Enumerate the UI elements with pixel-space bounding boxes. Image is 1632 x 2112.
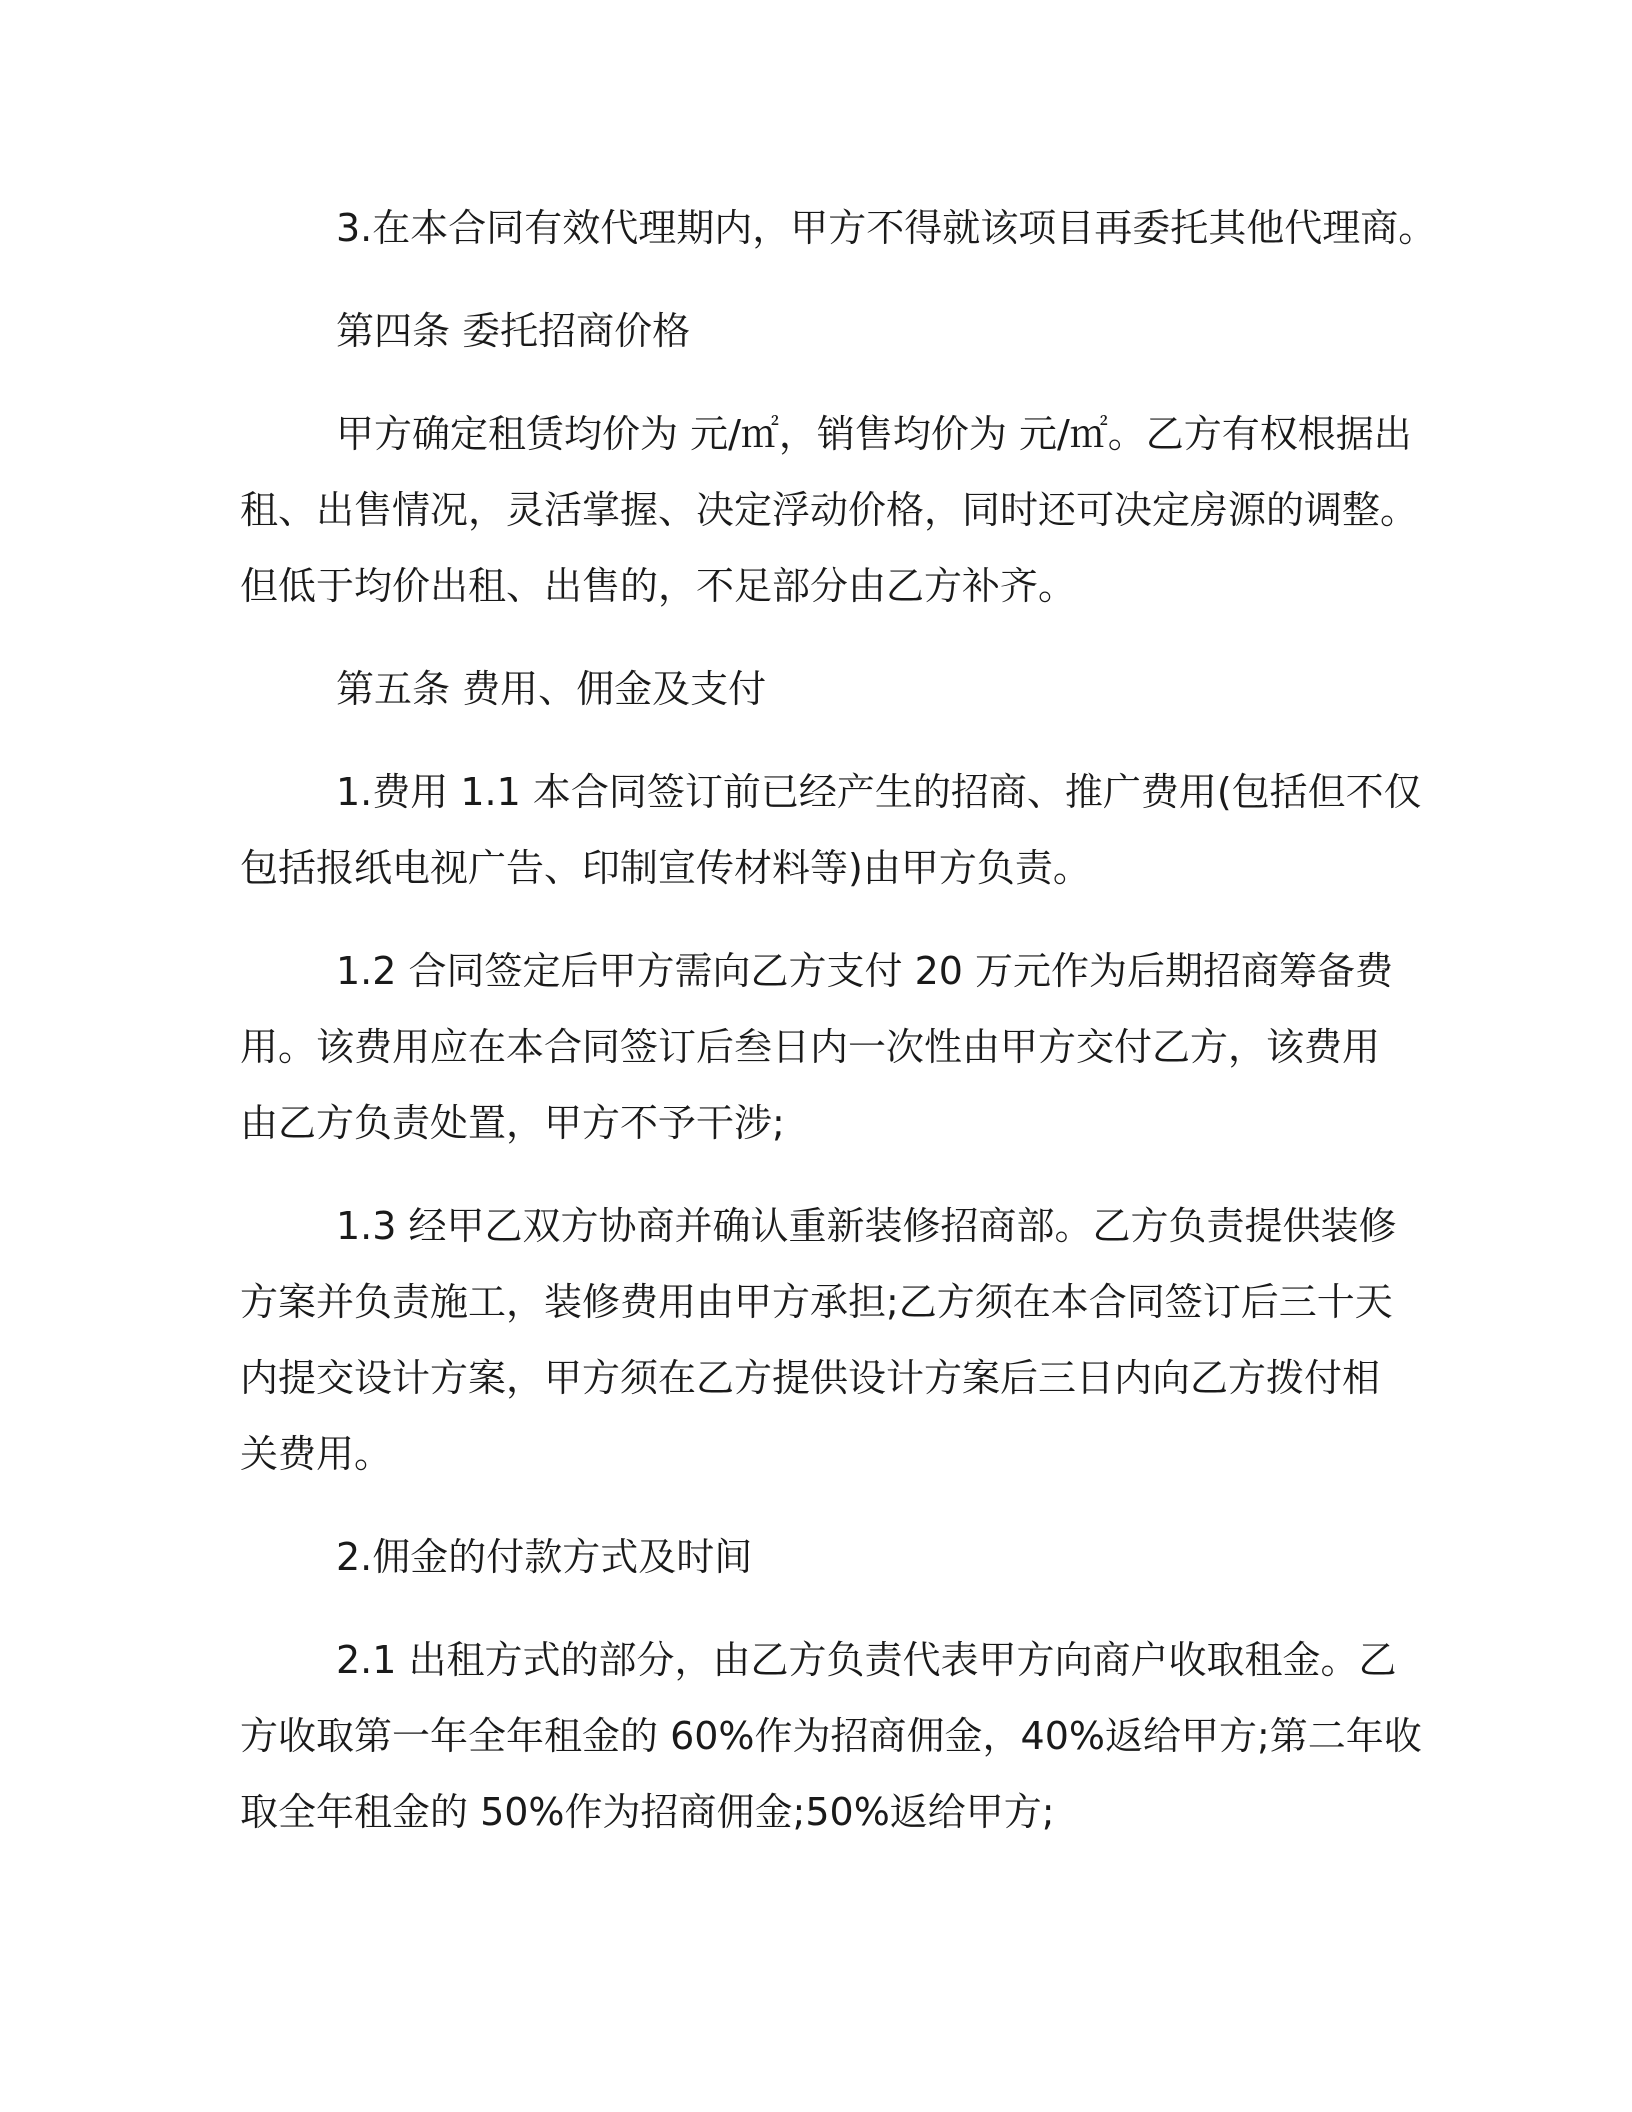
text-line: 内提交设计方案，甲方须在乙方提供设计方案后三日内向乙方拨付相 <box>240 1356 1381 1400</box>
text-line: 3.在本合同有效代理期内，甲方不得就该项目再委托其他代理商。 <box>336 206 1437 250</box>
heading-commission-payment <box>240 1519 1400 1595</box>
paragraph-fee-1-3 <box>240 1188 1400 1492</box>
text-line: 第四条 委托招商价格 <box>336 309 691 353</box>
text-line: 2.1 出租方式的部分，由乙方负责代表甲方向商户收取租金。乙 <box>336 1638 1397 1682</box>
document-body <box>240 190 1437 1877</box>
text-line: 包括报纸电视广告、印制宣传材料等)由甲方负责。 <box>240 846 1091 890</box>
text-line: 关费用。 <box>240 1432 393 1476</box>
paragraph-commission-2-1 <box>240 1622 1422 1850</box>
text-line: 用。该费用应在本合同签订后叁日内一次性由甲方交付乙方，该费用 <box>240 1025 1381 1069</box>
paragraph-fee-1-2 <box>240 933 1400 1161</box>
text-line: 租、出售情况，灵活掌握、决定浮动价格，同时还可决定房源的调整。 <box>240 488 1419 532</box>
text-line: 甲方确定租赁均价为 元/㎡，销售均价为 元/㎡。乙方有权根据出 <box>336 412 1412 456</box>
text-line: 第五条 费用、佣金及支付 <box>336 667 767 711</box>
text-line: 由乙方负责处置，甲方不予干涉; <box>240 1101 785 1145</box>
paragraph-clause-3 <box>240 190 1437 266</box>
paragraph-pricing <box>240 396 1419 624</box>
paragraph-fee-1-1 <box>240 754 1422 906</box>
text-line: 取全年租金的 50%作为招商佣金;50%返给甲方; <box>240 1790 1055 1834</box>
text-line: 2.佣金的付款方式及时间 <box>336 1535 753 1579</box>
text-line: 1.费用 1.1 本合同签订前已经产生的招商、推广费用(包括但不仅 <box>336 770 1422 814</box>
text-line: 1.3 经甲乙双方协商并确认重新装修招商部。乙方负责提供装修 <box>336 1204 1397 1248</box>
text-line: 方案并负责施工，装修费用由甲方承担;乙方须在本合同签订后三十天 <box>240 1280 1393 1324</box>
text-line: 1.2 合同签定后甲方需向乙方支付 20 万元作为后期招商筹备费 <box>336 949 1394 993</box>
text-line: 方收取第一年全年租金的 60%作为招商佣金，40%返给甲方;第二年收 <box>240 1714 1422 1758</box>
text-line: 但低于均价出租、出售的，不足部分由乙方补齐。 <box>240 564 1077 608</box>
heading-article-5 <box>240 651 1400 727</box>
heading-article-4 <box>240 293 1400 369</box>
